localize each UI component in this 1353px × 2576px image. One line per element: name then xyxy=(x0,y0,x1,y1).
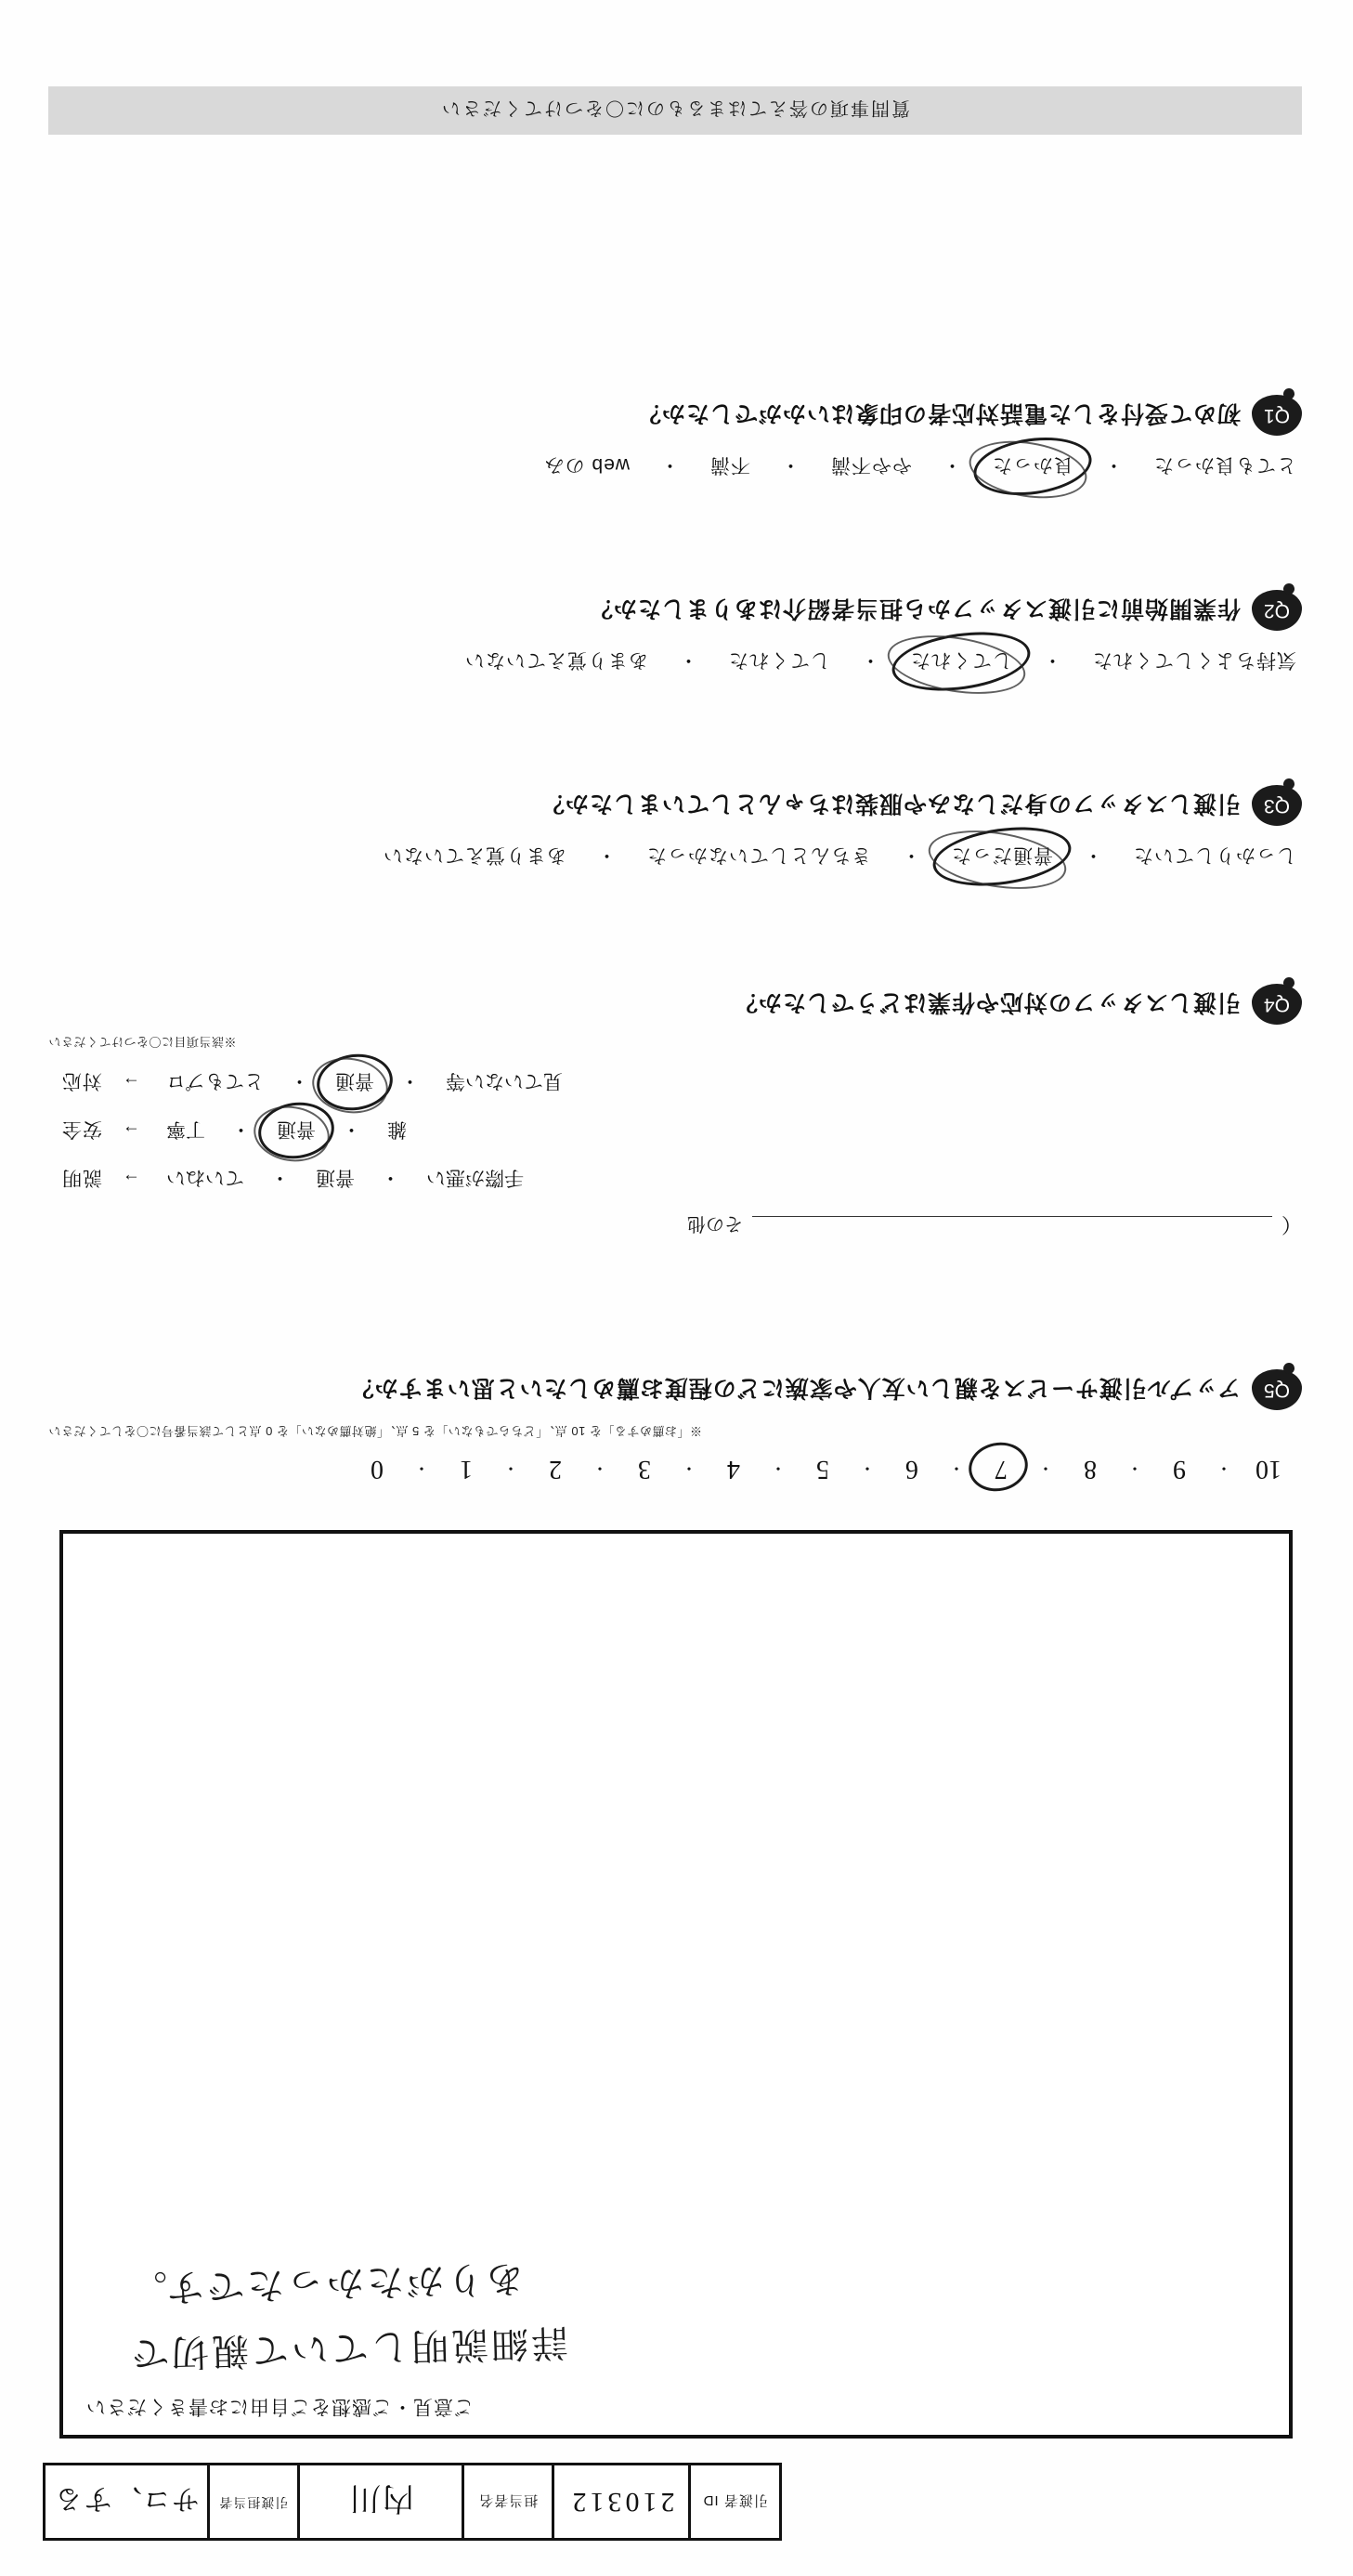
scale-dot: ・ xyxy=(770,1458,787,1477)
q5-head xyxy=(48,1369,1302,1410)
q1-options xyxy=(48,451,1302,482)
scale-dot: ・ xyxy=(1216,1458,1232,1477)
q3-head xyxy=(48,785,1302,826)
q5-scale-6[interactable]: 6 xyxy=(905,1455,918,1484)
handwritten-line-1: 詳細説明していて親切で xyxy=(128,2320,569,2375)
q3-option-2[interactable]: 普通だった xyxy=(945,841,1059,872)
q4-taiou-label: 対応 xyxy=(61,1070,102,1092)
q5-text: アップル引渡サービスを親しい友人や家族にどの程度お薦めしたいと思いますか？ xyxy=(349,1375,1241,1401)
paren-open: （ xyxy=(1281,1213,1302,1236)
separator: ・ xyxy=(1083,844,1103,866)
header-name-label: 担当者名 xyxy=(462,2465,553,2538)
q3-badge: Q3 xyxy=(1252,785,1302,826)
scale-dot: ・ xyxy=(859,1458,876,1477)
header-id-value: 210312 xyxy=(553,2465,689,2538)
scale-dot: ・ xyxy=(1037,1458,1054,1477)
separator: ・ xyxy=(381,1167,400,1188)
header-id-label: 引渡者 ID xyxy=(689,2465,780,2538)
q4-other-row[interactable] xyxy=(48,1211,1302,1240)
q4-note: ※該当項目に〇をつけてください xyxy=(48,1035,237,1049)
header-row xyxy=(43,2463,782,2541)
q2-text: 作業開始前に引渡スタッフから担当者紹介はありましたか？ xyxy=(588,595,1241,621)
q5-scale-0[interactable]: 0 xyxy=(371,1455,384,1484)
header-name-value: 内川 xyxy=(297,2465,462,2538)
q4-anzen-option-2[interactable]: 普通 xyxy=(271,1115,321,1146)
q4-setsumei-label: 説明 xyxy=(61,1167,102,1188)
q4-head xyxy=(48,984,1302,1025)
separator: ・ xyxy=(231,1118,251,1140)
q4-anzen-option-3[interactable]: 雑 xyxy=(387,1118,407,1140)
separator: ・ xyxy=(1042,649,1062,671)
separator: ・ xyxy=(342,1118,361,1140)
separator: ・ xyxy=(659,454,680,476)
q1-option-1[interactable]: とても良かった xyxy=(1153,454,1296,476)
q3-options xyxy=(48,841,1302,872)
q1-option-5[interactable]: web のみ xyxy=(543,454,630,476)
q3-option-3[interactable]: きちんとしていなかった xyxy=(646,844,871,866)
q5-scale-4[interactable]: 4 xyxy=(727,1455,740,1484)
q3-option-1[interactable]: しっかりしていた xyxy=(1133,844,1296,866)
q2-badge: Q2 xyxy=(1252,590,1302,631)
separator: ・ xyxy=(678,649,698,671)
q4-subrow-anzen xyxy=(48,1115,1302,1146)
question-q3 xyxy=(48,785,1302,887)
question-q5 xyxy=(48,1369,1302,1500)
q5-scale-2[interactable]: 2 xyxy=(549,1455,562,1484)
q4-setsumei-option-3[interactable]: 手際が悪い xyxy=(426,1167,524,1188)
q3-text: 引渡しスタッフの身だしなみや服装はちゃんとしていましたか？ xyxy=(540,791,1241,817)
header-person-value: サコ、する xyxy=(53,2482,200,2515)
q5-scale-3[interactable]: 3 xyxy=(638,1455,651,1484)
q2-options xyxy=(48,646,1302,677)
separator: ・ xyxy=(596,844,617,866)
scale-dot: ・ xyxy=(502,1458,519,1477)
q5-scale-8[interactable]: 8 xyxy=(1084,1455,1097,1484)
arrow-icon: → xyxy=(123,1121,140,1141)
separator: ・ xyxy=(290,1070,309,1092)
page-content xyxy=(48,33,1302,2541)
q1-head xyxy=(48,395,1302,436)
q4-subrow-taiou xyxy=(48,1066,1302,1098)
handwritten-comment xyxy=(126,2239,779,2386)
handwritten-line-2: ありがたかったです。 xyxy=(126,2256,525,2310)
q4-text: 引渡しスタッフの対応や作業はどうでしたか？ xyxy=(733,989,1241,1015)
q4-anzen-option-1[interactable]: 丁寧 xyxy=(166,1118,205,1140)
question-q1 xyxy=(48,395,1302,497)
q1-option-2[interactable]: 良かった xyxy=(986,451,1079,482)
q4-badge: Q4 xyxy=(1252,984,1302,1025)
scale-dot: ・ xyxy=(592,1458,608,1477)
q1-text: 初めて受付をした電話対応者の印象はいかがでしたか？ xyxy=(636,400,1241,426)
scale-dot: ・ xyxy=(413,1458,430,1477)
comment-label: ご意見・ご感想をご自由にお書きください xyxy=(85,2396,474,2417)
separator: ・ xyxy=(860,649,880,671)
q1-option-3[interactable]: やや不満 xyxy=(830,454,912,476)
q4-setsumei-option-2[interactable]: 普通 xyxy=(316,1167,355,1188)
q2-option-4[interactable]: あまり覚えていない xyxy=(464,649,648,671)
q2-head xyxy=(48,590,1302,631)
q4-taiou-option-2[interactable]: 普通 xyxy=(330,1066,380,1098)
q5-scale-10[interactable]: 10 xyxy=(1255,1455,1281,1484)
q4-anzen-label: 安全 xyxy=(61,1118,102,1140)
separator: ・ xyxy=(1103,454,1124,476)
comment-box xyxy=(59,1530,1293,2439)
q5-scale-9[interactable]: 9 xyxy=(1173,1455,1186,1484)
separator: ・ xyxy=(400,1070,420,1092)
q4-taiou-option-1[interactable]: とてもプロ xyxy=(166,1070,264,1092)
q1-badge: Q1 xyxy=(1252,395,1302,436)
q4-other-label: その他 xyxy=(686,1213,743,1234)
q4-setsumei-option-1[interactable]: ていねい xyxy=(166,1167,244,1188)
q5-scale[interactable] xyxy=(48,1454,1302,1484)
scale-dot: ・ xyxy=(948,1458,965,1477)
scale-dot: ・ xyxy=(1126,1458,1143,1477)
separator: ・ xyxy=(901,844,921,866)
header-person-label: 引渡担当者 xyxy=(207,2465,298,2538)
q4-subrow-setsumei xyxy=(48,1163,1302,1195)
arrow-icon: → xyxy=(123,1170,140,1189)
q2-option-2[interactable]: してくれた xyxy=(904,646,1018,677)
separator: ・ xyxy=(942,454,962,476)
q3-option-4[interactable]: あまり覚えていない xyxy=(383,844,566,866)
q5-scale-7[interactable]: 7 xyxy=(968,1454,1034,1484)
q2-option-1[interactable]: 気持ちよくしてくれた xyxy=(1092,649,1296,671)
q4-other-input[interactable] xyxy=(752,1216,1272,1236)
q5-note: ※「お薦めする」を 10 点、「どちらでもない」を 5 点、「絶対薦めない」を 0 点として該当番号に〇をしてください xyxy=(48,1424,702,1438)
separator: ・ xyxy=(270,1167,290,1188)
question-q2 xyxy=(48,590,1302,692)
q5-badge: Q5 xyxy=(1252,1369,1302,1410)
scale-dot: ・ xyxy=(681,1458,697,1477)
question-q4 xyxy=(48,984,1302,1259)
q1-option-4[interactable]: 不満 xyxy=(709,454,750,476)
q5-scale-5[interactable]: 5 xyxy=(816,1455,829,1484)
arrow-icon: → xyxy=(123,1073,140,1092)
separator: ・ xyxy=(780,454,800,476)
q4-taiou-option-3[interactable]: 見ていない等 xyxy=(446,1070,563,1092)
instruction-band: 質問事項の答えてはまるものに〇をつけてください xyxy=(48,86,1302,135)
q5-scale-1[interactable]: 1 xyxy=(460,1455,473,1484)
q2-option-3[interactable]: してくれた xyxy=(728,649,830,671)
